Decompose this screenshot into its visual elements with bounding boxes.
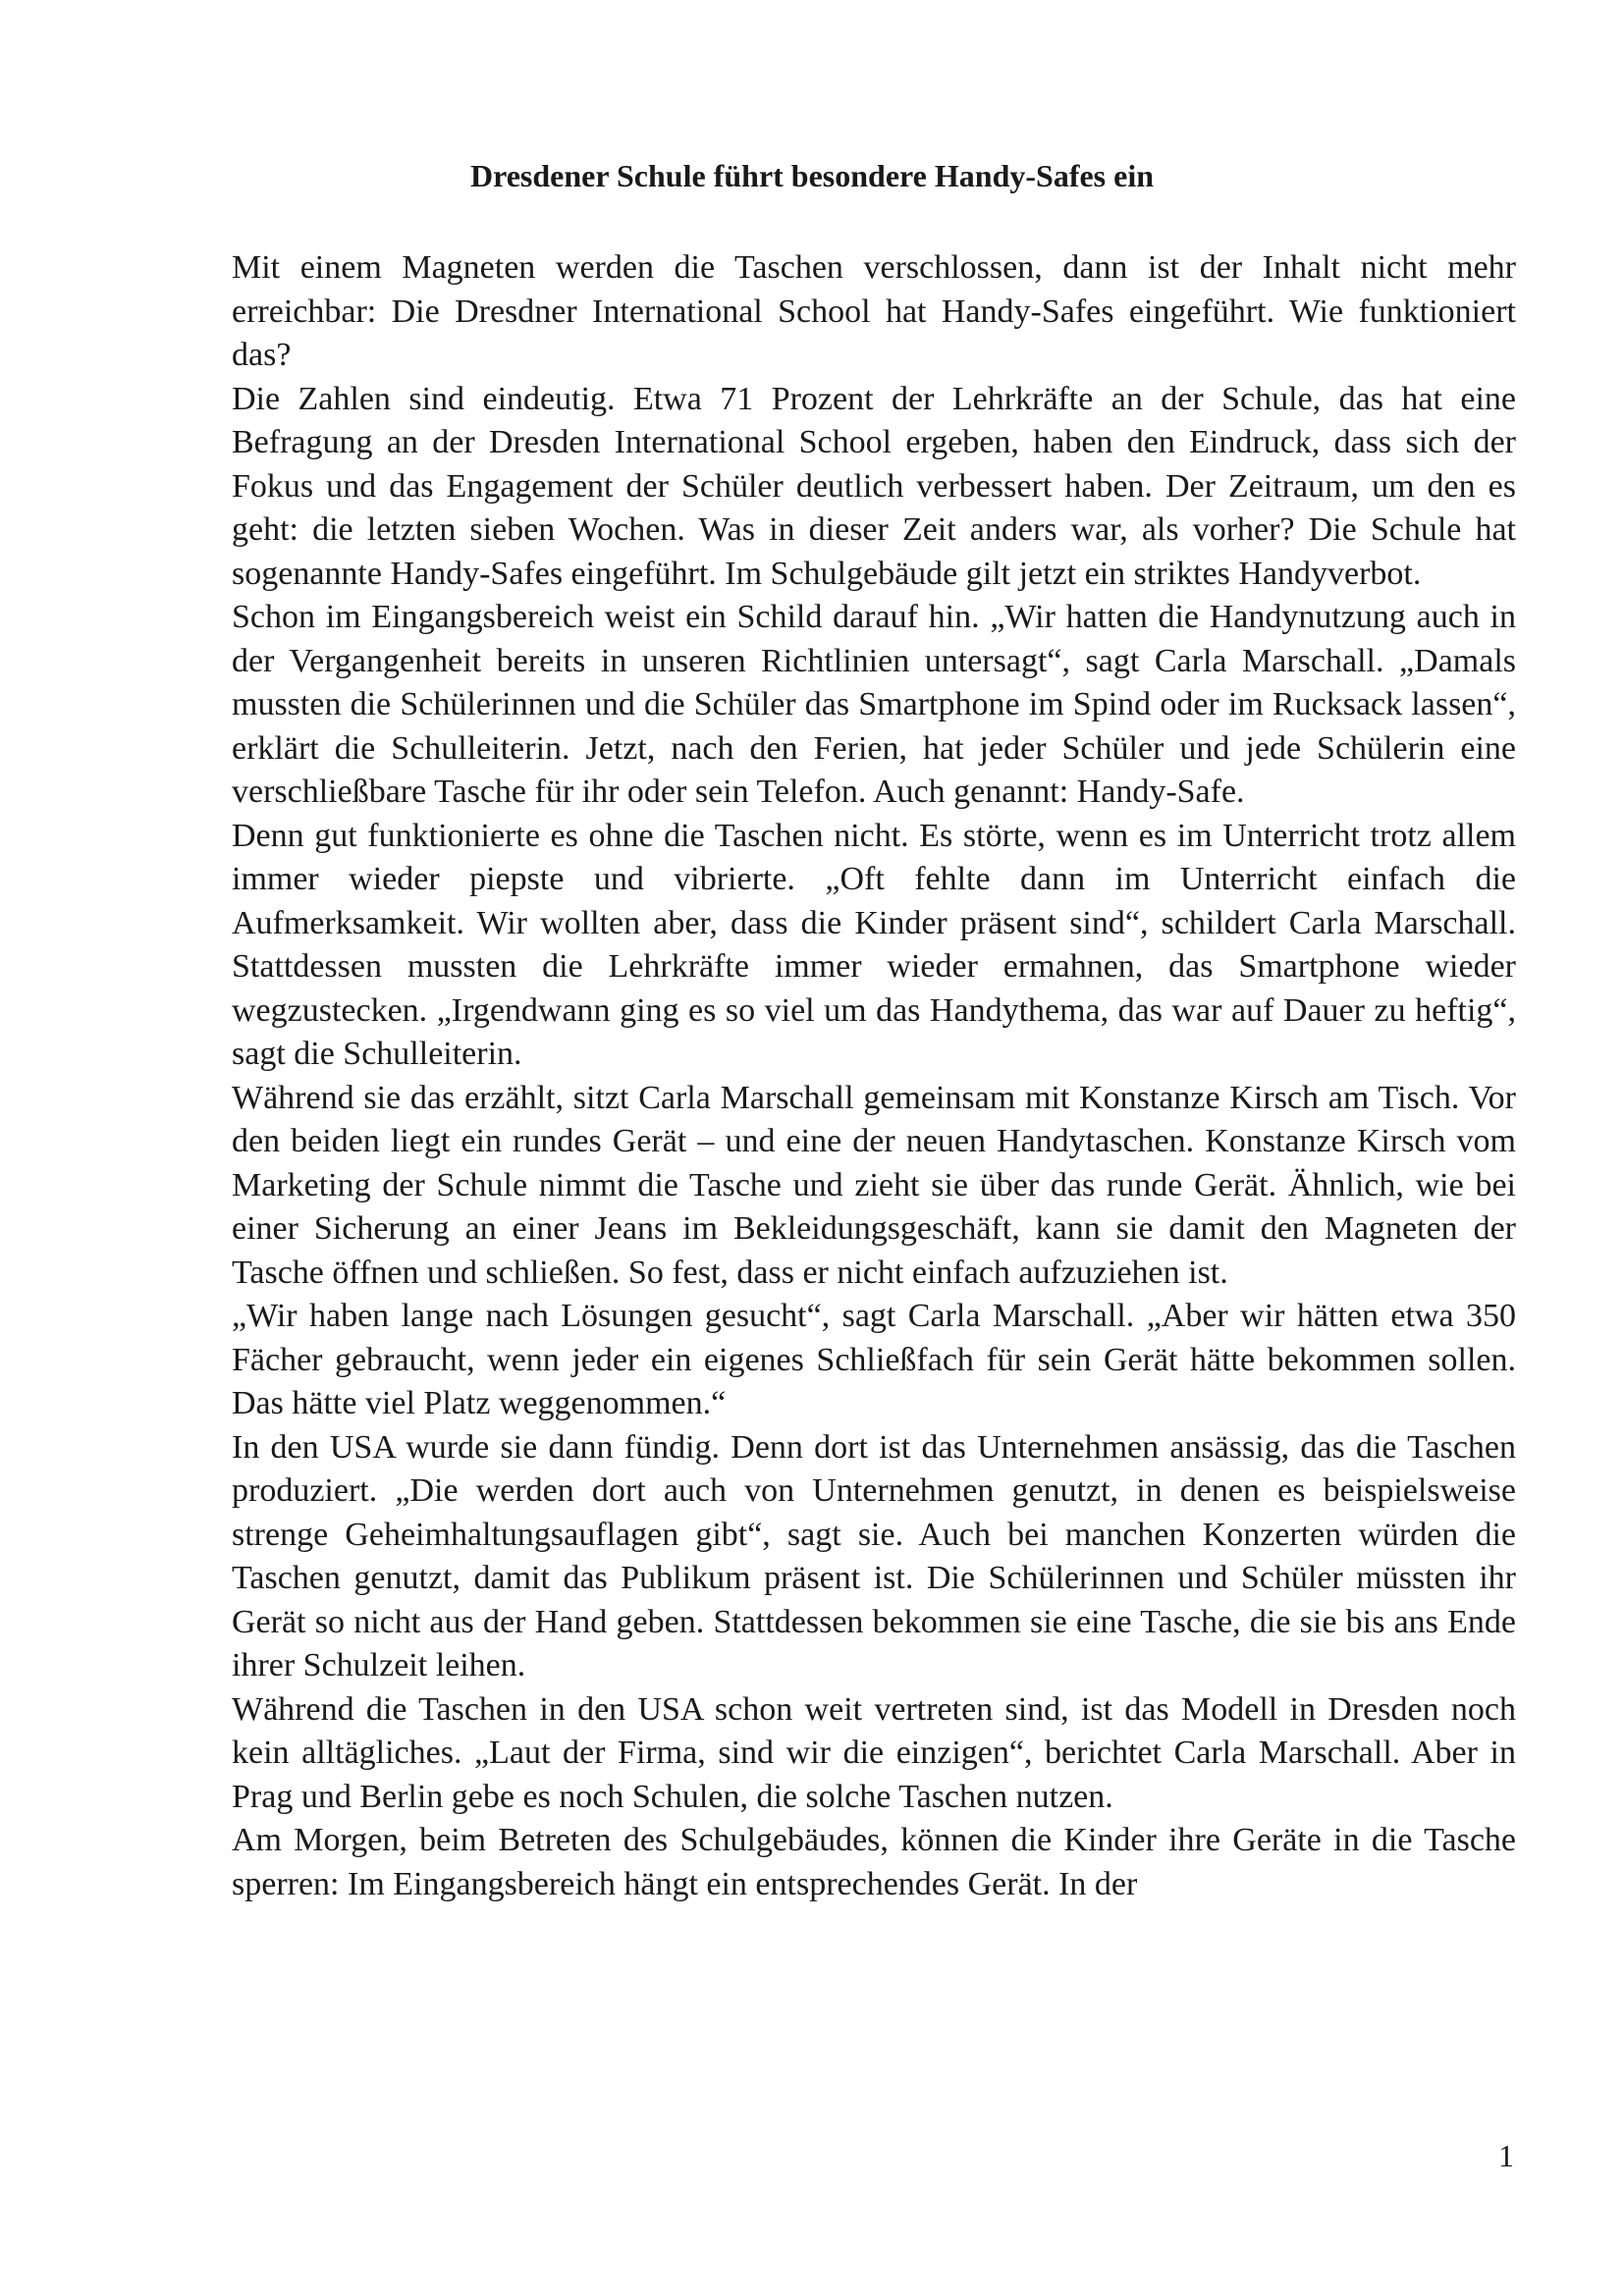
paragraph: Die Zahlen sind eindeutig. Etwa 71 Prozent der Lehrkräfte an der Schule, das hat eine Befragung an der Dresden International School ergeben, haben den Eindruck, dass sich der Fokus und das Engagement der Schüler deutlich verbessert haben. Der Zeitraum, um den es geht: die letzten sieben Wochen. Was in dieser Zeit anders war, als vorher? Die Schule hat sogenannte Handy-Safes eingeführt. Im Schulgebäude gilt jetzt ein striktes Handyverbot. <box>232 380 1516 592</box>
paragraph: In den USA wurde sie dann fündig. Denn dort ist das Unternehmen ansässig, das die Taschen produziert. „Die werden dort auch von Unternehmen genutzt, in denen es beispielsweise strenge Geheimhaltungsauflagen gibt“, sagt sie. Auch bei manchen Konzerten würden die Taschen genutzt, damit das Publikum präsent ist. Die Schülerinnen und Schüler müssten ihr Gerät so nicht aus der Hand geben. Stattdessen bekommen sie eine Tasche, die sie bis ans Ende ihrer Schulzeit leihen. <box>232 1428 1516 1683</box>
paragraph: Denn gut funktionierte es ohne die Taschen nicht. Es störte, wenn es im Unterricht trotz allem immer wieder piepste und vibrierte. „Oft fehlte dann im Unterricht einfach die Aufmerksamkeit. Wir wollten aber, dass die Kinder präsent sind“, schildert Carla Marschall. Stattdessen mussten die Lehrkräfte immer wieder ermahnen, das Smartphone wieder wegzustecken. „Irgendwann ging es so viel um das Handythema, das war auf Dauer zu heftig“, sagt die Schulleiterin. <box>232 817 1516 1072</box>
paragraph: „Wir haben lange nach Lösungen gesucht“, sagt Carla Marschall. „Aber wir hätten etwa 350 Fächer gebraucht, wenn jeder ein eigenes Schließfach für sein Gerät hätte bekommen sollen. Das hätte viel Platz weggenommen.“ <box>232 1298 1516 1421</box>
document-title: Dresdener Schule führt besondere Handy-Safes ein <box>469 158 1155 193</box>
paragraph: Während die Taschen in den USA schon weit vertreten sind, ist das Modell in Dresden noch kein alltägliches. „Laut der Firma, sind wir die einzigen“, berichtet Carla Marschall. Aber in Prag und Berlin gebe es noch Schulen, die solche Taschen nutzen. <box>232 1690 1516 1815</box>
paragraph: Mit einem Magneten werden die Taschen verschlossen, dann ist der Inhalt nicht mehr erreichbar: Die Dresdner International School hat Handy-Safes eingeführt. Wie funktioniert das? <box>232 249 1516 373</box>
paragraph: Am Morgen, beim Betreten des Schulgebäudes, können die Kinder ihre Geräte in die Tasche sperren: Im Eingangsbereich hängt ein entsprechendes Gerät. In der <box>232 1822 1516 1902</box>
paragraph: Während sie das erzählt, sitzt Carla Marschall gemeinsam mit Konstanze Kirsch am Tisch. Vor den beiden liegt ein rundes Gerät – und eine der neuen Handytaschen. Konstanze Kirsch vom Marketing der Schule nimmt die Tasche und zieht sie über das runde Gerät. Ähnlich, wie bei einer Sicherung an einer Jeans im Bekleidungsgeschäft, kann sie damit den Magneten der Tasche öffnen und schließen. So fest, dass er nicht einfach aufzuziehen ist. <box>232 1079 1516 1291</box>
paragraph: Schon im Eingangsbereich weist ein Schild darauf hin. „Wir hatten die Handynutzung auch in der Vergangenheit bereits in unseren Richtlinien untersagt“, sagt Carla Marschall. „Damals mussten die Schülerinnen und die Schüler das Smartphone im Spind oder im Rucksack lassen“, erklärt die Schulleiterin. Jetzt, nach den Ferien, hat jeder Schüler und jede Schülerin eine verschließbare Tasche für ihr oder sein Telefon. Auch genannt: Handy-Safe. <box>232 599 1516 810</box>
article-body <box>232 246 1516 1906</box>
page-number: 1 <box>1498 2138 1514 2173</box>
